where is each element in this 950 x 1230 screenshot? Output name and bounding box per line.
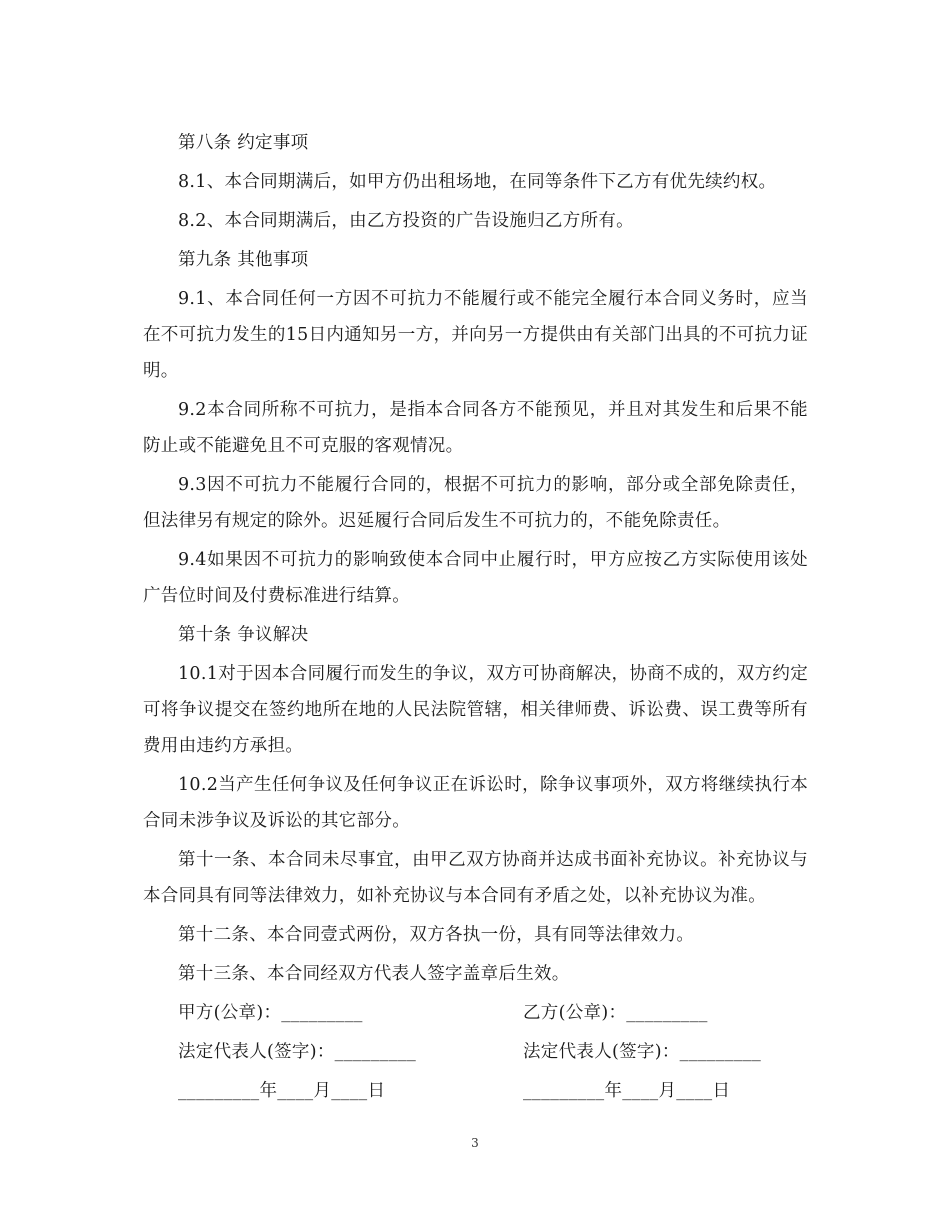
clause-9-4: 9.4如果因不可抗力的影响致使本合同中止履行时，甲方应按乙方实际使用该处广告位时间及付费标准进行结算。 — [143, 550, 808, 606]
party-a-date-field: _________年____月____日 — [178, 1081, 386, 1101]
party-a-seal-field: 甲方(公章)：_________ — [178, 1003, 363, 1023]
clause-8-2: 8.2、本合同期满后，由乙方投资的广告设施归乙方所有。 — [178, 211, 634, 231]
clause-10-2: 10.2当产生任何争议及任何争议正在诉讼时，除争议事项外，双方将继续执行本合同未涉争议及诉讼的其它部分。 — [143, 775, 808, 831]
article-13: 第十三条、本合同经双方代表人签字盖章后生效。 — [178, 964, 570, 984]
clause-10-1: 10.1对于因本合同履行而发生的争议，双方可协商解决，协商不成的，双方约定可将争议提交在签约地所在地的人民法院管辖，相关律师费、诉讼费、误工费等所有费用由违约方承担。 — [143, 664, 808, 756]
page-number: 3 — [471, 1136, 479, 1150]
article-11: 第十一条、本合同未尽事宜，由甲乙双方协商并达成书面补充协议。补充协议与本合同具有同等法律效力，如补充协议与本合同有矛盾之处，以补充协议为准。 — [143, 850, 808, 906]
signature-row-representative — [143, 1034, 808, 1070]
clause-9-3: 9.3因不可抗力不能履行合同的，根据不可抗力的影响，部分或全部免除责任，但法律另有规定的除外。迟延履行合同后发生不可抗力的，不能免除责任。 — [143, 475, 808, 531]
clause-8-1: 8.1、本合同期满后，如甲方仍出租场地，在同等条件下乙方有优先续约权。 — [178, 172, 777, 192]
clause-9-2: 9.2本合同所称不可抗力，是指本合同各方不能预见，并且对其发生和后果不能防止或不能避免且不可克服的客观情况。 — [143, 400, 808, 456]
signature-row-seal — [143, 995, 808, 1031]
section-heading-10: 第十条 争议解决 — [178, 625, 309, 645]
party-a-representative-field: 法定代表人(签字)：_________ — [178, 1042, 417, 1062]
party-b-representative-field: 法定代表人(签字)：_________ — [523, 1042, 762, 1062]
signature-row-date — [143, 1073, 808, 1109]
article-12: 第十二条、本合同壹式两份，双方各执一份，具有同等法律效力。 — [178, 925, 695, 945]
section-heading-8: 第八条 约定事项 — [178, 133, 309, 153]
document-body — [143, 125, 808, 1112]
clause-9-1: 9.1、本合同任何一方因不可抗力不能履行或不能完全履行本合同义务时，应当在不可抗力发生的15日内通知另一方，并向另一方提供由有关部门出具的不可抗力证明。 — [143, 289, 808, 381]
section-heading-9: 第九条 其他事项 — [178, 250, 309, 270]
party-b-seal-field: 乙方(公章)：_________ — [523, 1003, 708, 1023]
party-b-date-field: _________年____月____日 — [523, 1081, 731, 1101]
